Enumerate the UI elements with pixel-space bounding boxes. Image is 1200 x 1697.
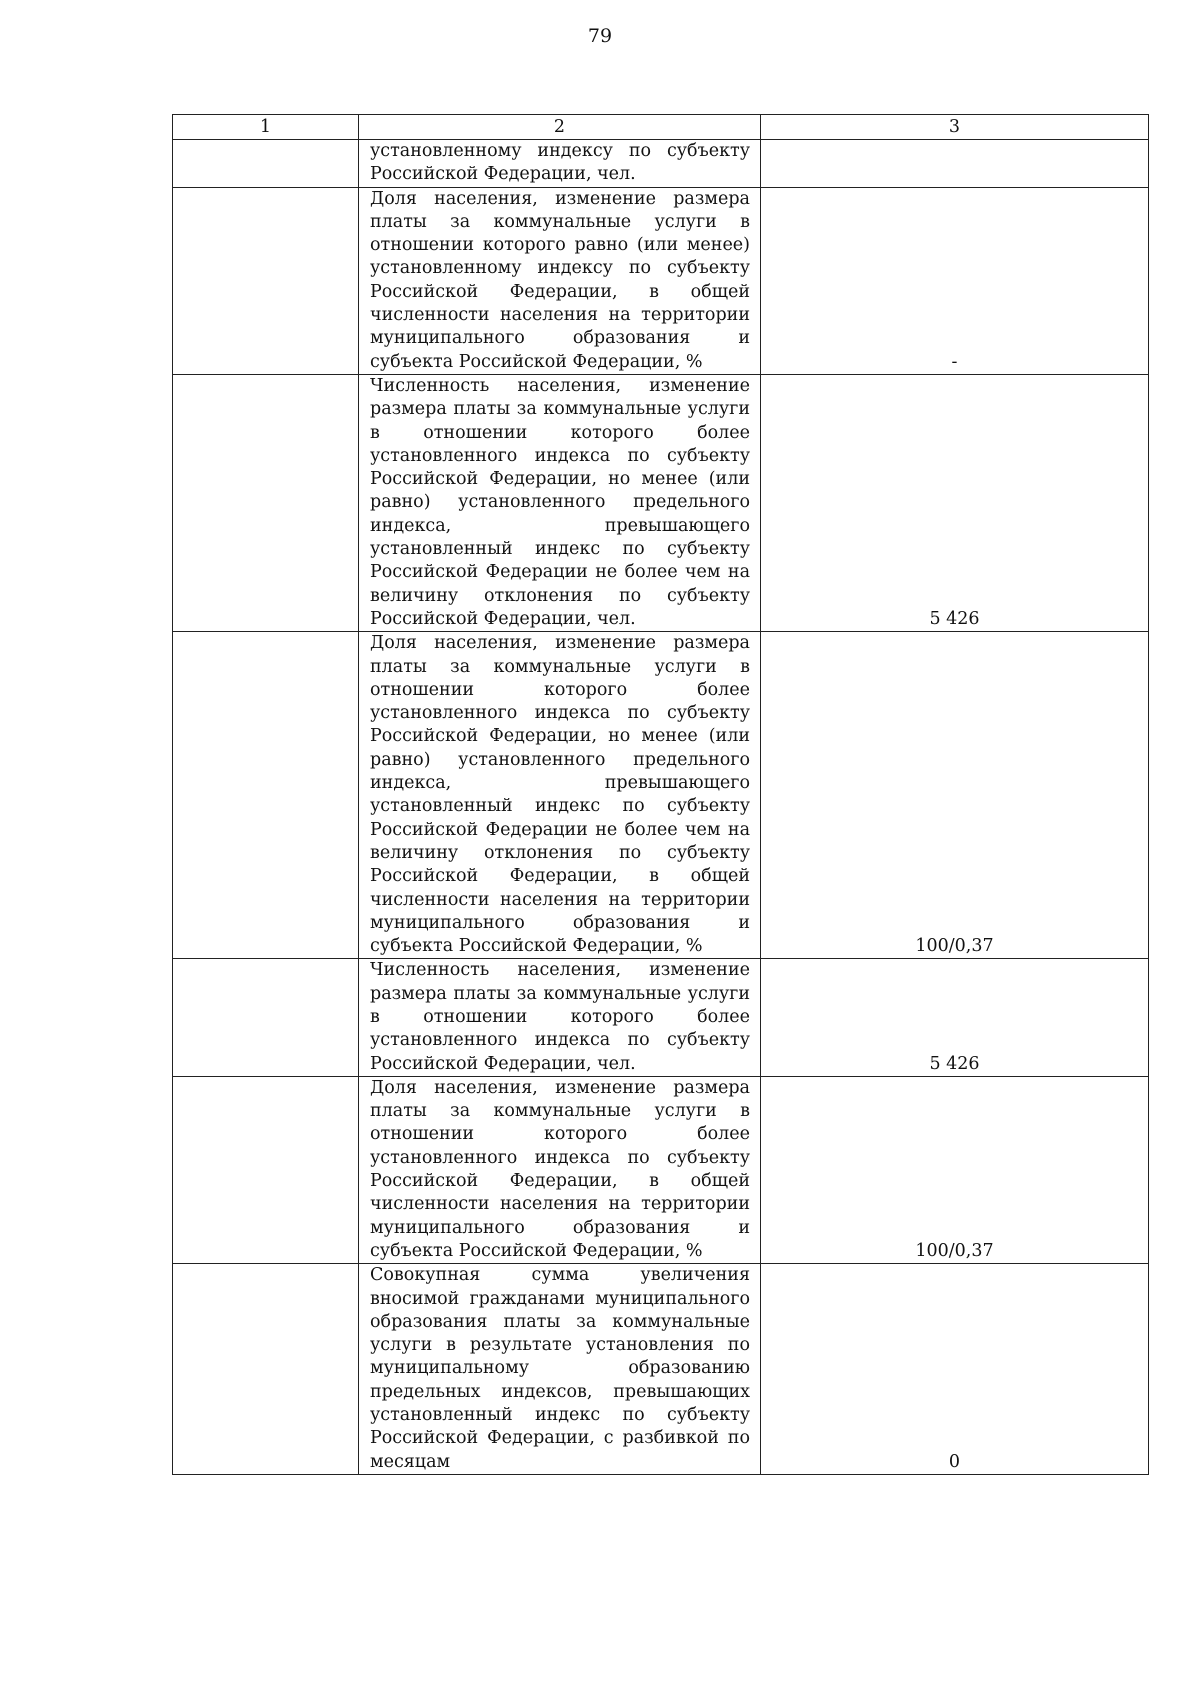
indicator-description: Совокупная сумма увеличения вносимой гражданами муниципального образования платы за коммунальные услуги в результате установления по муниципальному образованию предельных индексов, превышающих установленный индекс по субъекту Российской Федерации, с разбивкой по месяцам xyxy=(359,1264,761,1475)
indicator-value: 0 xyxy=(761,1264,1149,1475)
table-row xyxy=(173,959,1149,1076)
indicator-description: установленному индексу по субъекту Российской Федерации, чел. xyxy=(359,140,761,188)
table-header-row xyxy=(173,115,1149,140)
table-row xyxy=(173,1076,1149,1263)
table-row xyxy=(173,374,1149,631)
table-cell-empty xyxy=(173,140,359,188)
indicator-value: 5 426 xyxy=(761,374,1149,631)
indicator-value: 100/0,37 xyxy=(761,632,1149,959)
indicator-value: 5 426 xyxy=(761,959,1149,1076)
table-row xyxy=(173,1264,1149,1475)
indicator-description: Доля населения, изменение размера платы за коммунальные услуги в отношении которого более установленного индекса по субъекту Российской Федерации, но менее (или равно) установленного предельного индекса, превышающего установленный индекс по субъекту Российской Федерации не более чем на величину отклонения по субъекту Российской Федерации, в общей численности населения на территории муниципального образования и субъекта Российской Федерации, % xyxy=(359,632,761,959)
table-row xyxy=(173,140,1149,188)
indicator-description: Доля населения, изменение размера платы за коммунальные услуги в отношении которого равно (или менее) установленному индексу по субъекту Российской Федерации, в общей численности населения на территории муниципального образования и субъекта Российской Федерации, % xyxy=(359,187,761,374)
column-header: 3 xyxy=(761,115,1149,140)
indicator-value: 100/0,37 xyxy=(761,1076,1149,1263)
indicators-table xyxy=(172,114,1149,1475)
table-cell-empty xyxy=(173,632,359,959)
indicator-description: Численность населения, изменение размера платы за коммунальные услуги в отношении которого более установленного индекса по субъекту Российской Федерации, чел. xyxy=(359,959,761,1076)
indicator-value xyxy=(761,140,1149,188)
table-cell-empty xyxy=(173,374,359,631)
table-cell-empty xyxy=(173,1264,359,1475)
table-row xyxy=(173,187,1149,374)
indicator-description: Доля населения, изменение размера платы за коммунальные услуги в отношении которого более установленного индекса по субъекту Российской Федерации, в общей численности населения на территории муниципального образования и субъекта Российской Федерации, % xyxy=(359,1076,761,1263)
indicator-value: - xyxy=(761,187,1149,374)
page-number: 79 xyxy=(587,25,613,47)
table-cell-empty xyxy=(173,187,359,374)
indicator-description: Численность населения, изменение размера платы за коммунальные услуги в отношении которого более установленного индекса по субъекту Российской Федерации, но менее (или равно) установленного предельного индекса, превышающего установленный индекс по субъекту Российской Федерации не более чем на величину отклонения по субъекту Российской Федерации, чел. xyxy=(359,374,761,631)
table-cell-empty xyxy=(173,1076,359,1263)
column-header: 1 xyxy=(173,115,359,140)
table-cell-empty xyxy=(173,959,359,1076)
column-header: 2 xyxy=(359,115,761,140)
table-row xyxy=(173,632,1149,959)
